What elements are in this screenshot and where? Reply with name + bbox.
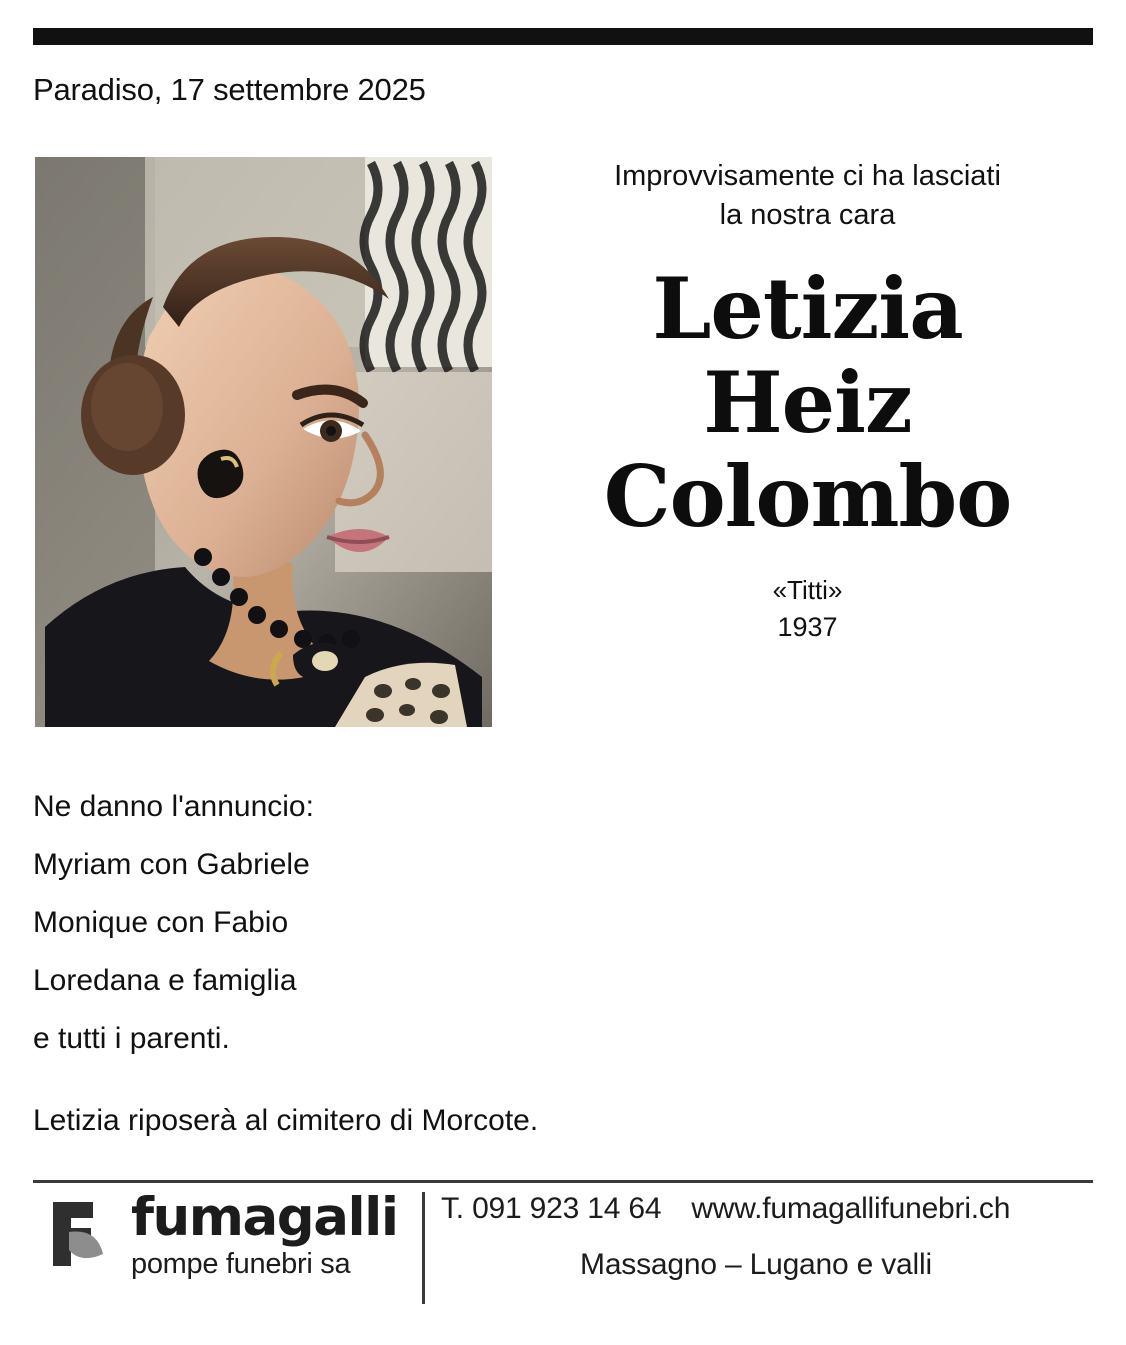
footer-rule-divider <box>33 1180 1093 1183</box>
brand-subtitle: pompe funebri sa <box>131 1247 351 1280</box>
footer-vertical-divider <box>422 1192 425 1304</box>
intro-line-2: la nostra cara <box>719 198 896 231</box>
funeral-home-footer <box>33 1187 1093 1310</box>
portrait-photo <box>35 157 492 727</box>
service-areas: Massagno – Lugano e valli <box>580 1248 932 1281</box>
announcement-block <box>33 778 733 1067</box>
survivor-line: Monique con Fabio <box>33 905 289 939</box>
brand-block <box>131 1187 451 1281</box>
fumagalli-logo-icon <box>49 1198 119 1270</box>
top-rule-divider <box>33 28 1093 45</box>
announcement-lead: Ne danno l'annuncio: <box>33 790 314 823</box>
birth-year: 1937 <box>777 612 838 643</box>
nickname: «Titti» <box>772 575 843 606</box>
place-date: Paradiso, 17 settembre 2025 <box>33 72 426 107</box>
phone-number[interactable]: T. 091 923 14 64 <box>441 1192 662 1225</box>
brand-name: fumagalli <box>131 1187 398 1248</box>
survivor-line: Myriam con Gabriele <box>33 847 310 881</box>
name-line-2: Heiz <box>703 353 912 453</box>
logo-mark-shape <box>49 1198 119 1270</box>
contact-row-primary <box>441 1192 1091 1226</box>
burial-info: Letizia riposerà al cimitero di Morcote. <box>33 1104 539 1137</box>
name-line-1: Letizia <box>652 259 963 359</box>
portrait-photo-image <box>35 157 492 727</box>
notice-text-column <box>520 157 1095 645</box>
survivor-line: e tutti i parenti. <box>33 1021 230 1055</box>
deceased-name <box>520 259 1095 547</box>
contact-block <box>441 1192 1091 1282</box>
intro-text <box>520 157 1095 234</box>
intro-line-1: Improvvisamente ci ha lasciati <box>614 160 1001 192</box>
survivor-line: Loredana e famiglia <box>33 963 297 997</box>
website-link[interactable]: www.fumagallifunebri.ch <box>691 1192 1011 1225</box>
name-line-3: Colombo <box>603 447 1012 547</box>
